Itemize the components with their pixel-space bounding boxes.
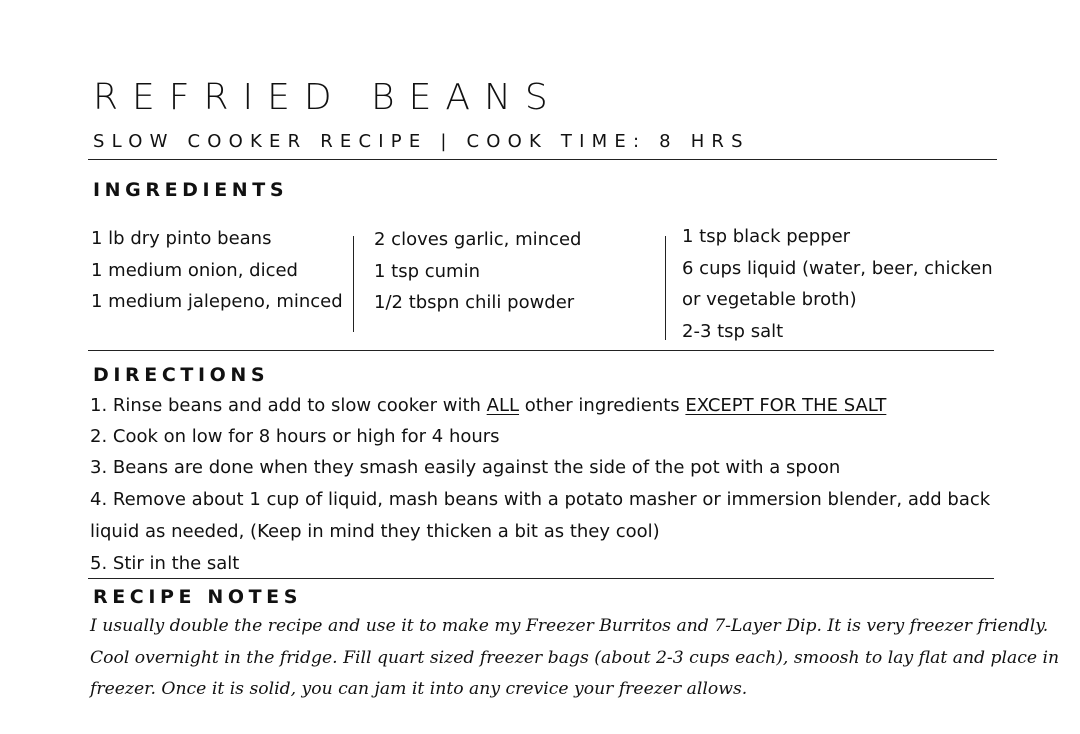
direction-step-4-continued: liquid as needed, (Keep in mind they thicken a bit as they cool) [90,521,660,542]
direction-step-3: 3. Beans are done when they smash easily against the side of the pot with a spoon [90,457,841,478]
direction-step-4: 4. Remove about 1 cup of liquid, mash beans with a potato masher or immersion blender, add back [90,489,991,510]
emphasis-all: ALL [486,395,520,416]
emphasis-except-salt: EXCEPT FOR THE SALT [685,395,887,416]
ingredient-item: 1 medium onion, diced [91,259,298,281]
ingredients-column-3 [682,221,993,347]
recipe-notes-body [90,611,1060,706]
column-divider-1 [353,236,354,332]
direction-step-2: 2. Cook on low for 8 hours or high for 4 hours [90,426,500,447]
ingredient-item: 1/2 tbspn chili powder [374,292,575,313]
divider-top [88,159,997,160]
ingredients-column-1 [91,223,343,318]
notes-line: Cool overnight in the fridge. Fill quart sized freezer bags (about 2-3 cups each), smoosh to lay flat and place in [90,647,1060,668]
step-text: 1. Rinse beans and add to slow cooker with [90,395,487,416]
directions-heading: DIRECTIONS [93,364,270,386]
notes-line: I usually double the recipe and use it to make my Freezer Burritos and 7-Layer Dip. It is very freezer friendly. [90,616,1049,636]
ingredient-item: 1 medium jalepeno, minced [91,291,343,312]
ingredient-item: 2 cloves garlic, minced [374,229,582,250]
ingredient-item: 2-3 tsp salt [682,320,784,342]
ingredient-item: 1 tsp cumin [374,260,481,282]
step-text: other ingredients [519,395,686,416]
ingredient-item: 1 tsp black pepper [682,226,851,247]
direction-step-5: 5. Stir in the salt [90,553,240,574]
recipe-notes-heading: RECIPE NOTES [93,586,303,608]
column-divider-2 [665,236,666,340]
ingredients-column-2 [374,224,581,319]
direction-step-1 [90,390,886,422]
notes-line: freezer. Once it is solid, you can jam it into any crevice your freezer allows. [90,679,748,699]
ingredient-item: 6 cups liquid (water, beer, chicken [682,257,993,279]
divider-middle [88,350,994,351]
recipe-subtitle: SLOW COOKER RECIPE | COOK TIME: 8 HRS [93,131,750,152]
ingredient-item: 1 lb dry pinto beans [91,228,272,249]
ingredient-item: or vegetable broth) [682,289,857,310]
recipe-title: REFRIED BEANS [93,77,562,118]
divider-bottom [88,578,994,579]
ingredients-heading: INGREDIENTS [93,179,289,201]
